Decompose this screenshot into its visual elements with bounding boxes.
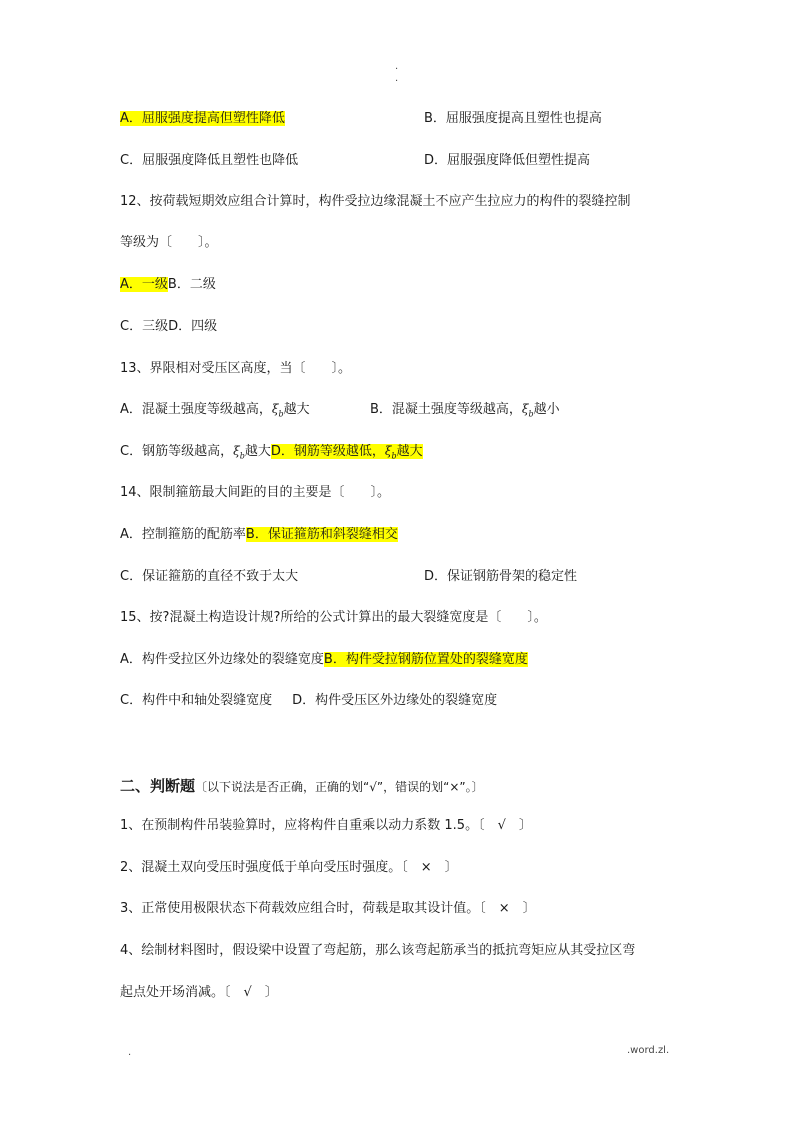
q11-option-c: C．屈服强度降低且塑性也降低 — [120, 153, 299, 168]
q12-option-c: C．三级 — [120, 319, 169, 334]
q11-options-row-2 — [120, 152, 298, 170]
q15-stem: 15、按?混凝土构造设计规?所给的公式计算出的最大裂缝宽度是〔 〕。 — [120, 610, 547, 625]
header-mark: . — [395, 61, 399, 72]
q13-option-b-text: B．混凝土强度等级越高， — [370, 402, 522, 417]
q11-option-b-row — [424, 110, 602, 128]
q11-option-b: B．屈服强度提高且塑性也提高 — [424, 111, 602, 126]
xi-b-symbol: $\xi_b$ — [233, 444, 245, 461]
judgment-2: 2、混凝土双向受压时强度低于单向受压时强度。〔 × 〕 — [120, 860, 458, 875]
q12-stem-line-1: 12、按荷载短期效应组合计算时，构件受拉边缘混凝土不应产生拉应力的构件的裂缝控制 — [120, 194, 631, 209]
q15-options-row-2 — [120, 692, 497, 710]
header-mark-2: . — [395, 73, 399, 84]
q14-option-d-row — [424, 568, 577, 586]
q13-options-row-1 — [120, 400, 310, 423]
q13-option-c-tail: 越大 — [244, 444, 271, 459]
q15-option-a: A．构件受拉区外边缘处的裂缝宽度 — [120, 652, 324, 667]
footer-left-mark: . — [128, 1047, 132, 1058]
q13-option-b-row — [370, 400, 560, 423]
q14-stem: 14、限制箍筋最大间距的目的主要是〔 〕。 — [120, 485, 391, 500]
q13-options-row-2 — [120, 442, 423, 465]
q15-option-d: D．构件受压区外边缘处的裂缝宽度 — [292, 693, 498, 708]
q12-stem-line-2: 等级为〔 〕。 — [120, 235, 218, 250]
q14-option-b: B．保证箍筋和斜裂缝相交 — [245, 527, 398, 542]
xi-b-symbol: $\xi_b$ — [384, 444, 397, 461]
q11-option-a: A．屈服强度提高但塑性降低 — [120, 111, 285, 126]
q11-options-row-1 — [120, 110, 285, 128]
footer-right-mark: .word.zl. — [627, 1045, 670, 1056]
q14-option-d: D．保证钢筋骨架的稳定性 — [424, 569, 578, 584]
section-2-title: 二、判断题 — [120, 777, 196, 795]
q12-option-a: A．一级 — [120, 277, 168, 292]
judgment-4-line-1: 4、绘制材料图时，假设梁中设置了弯起筋，那么该弯起筋承当的抵抗弯矩应从其受拉区弯 — [120, 943, 636, 958]
xi-b-symbol: $\xi_b$ — [521, 402, 534, 419]
q13-option-a-text: A．混凝土强度等级越高， — [120, 402, 272, 417]
q12-option-b: B．二级 — [167, 277, 216, 292]
q13-option-d: D．钢筋等级越低，$\xi_b$越大 — [270, 444, 423, 461]
q11-option-d-row — [424, 152, 590, 170]
q11-option-d: D．屈服强度降低但塑性提高 — [424, 153, 591, 168]
judgment-4-line-2: 起点处开场消减。〔 √ 〕 — [120, 985, 278, 1000]
judgment-3: 3、正常使用极限状态下荷载效应组合时，荷载是取其设计值。〔 × 〕 — [120, 901, 536, 916]
q13-option-a-tail: 越大 — [283, 402, 310, 417]
q15-option-c: C．构件中和轴处裂缝宽度 — [120, 693, 273, 708]
q12-option-d: D．四级 — [168, 319, 218, 334]
xi-b-symbol: $\xi_b$ — [271, 402, 284, 419]
q14-options-row-2 — [120, 568, 298, 586]
q13-stem: 13、界限相对受压区高度，当〔 〕。 — [120, 361, 352, 376]
q14-options-row-1 — [120, 526, 398, 544]
q13-option-c-text: C．钢筋等级越高， — [120, 444, 234, 459]
q15-options-row-1 — [120, 651, 528, 669]
q12-options-row-2 — [120, 318, 217, 336]
section-2-heading — [120, 777, 484, 797]
section-2-note: 〔以下说法是否正确，正确的划“√”，错误的划“×”。〕 — [195, 780, 484, 794]
q14-option-a: A．控制箍筋的配筋率 — [120, 527, 246, 542]
q12-options-row-1 — [120, 276, 216, 294]
q13-option-b-tail: 越小 — [533, 402, 560, 417]
judgment-1: 1、在预制构件吊装验算时，应将构件自重乘以动力系数 1.5。〔 √ 〕 — [120, 818, 532, 833]
q14-option-c: C．保证箍筋的直径不致于太大 — [120, 569, 299, 584]
q15-option-b: B．构件受拉钢筋位置处的裂缝宽度 — [323, 652, 528, 667]
